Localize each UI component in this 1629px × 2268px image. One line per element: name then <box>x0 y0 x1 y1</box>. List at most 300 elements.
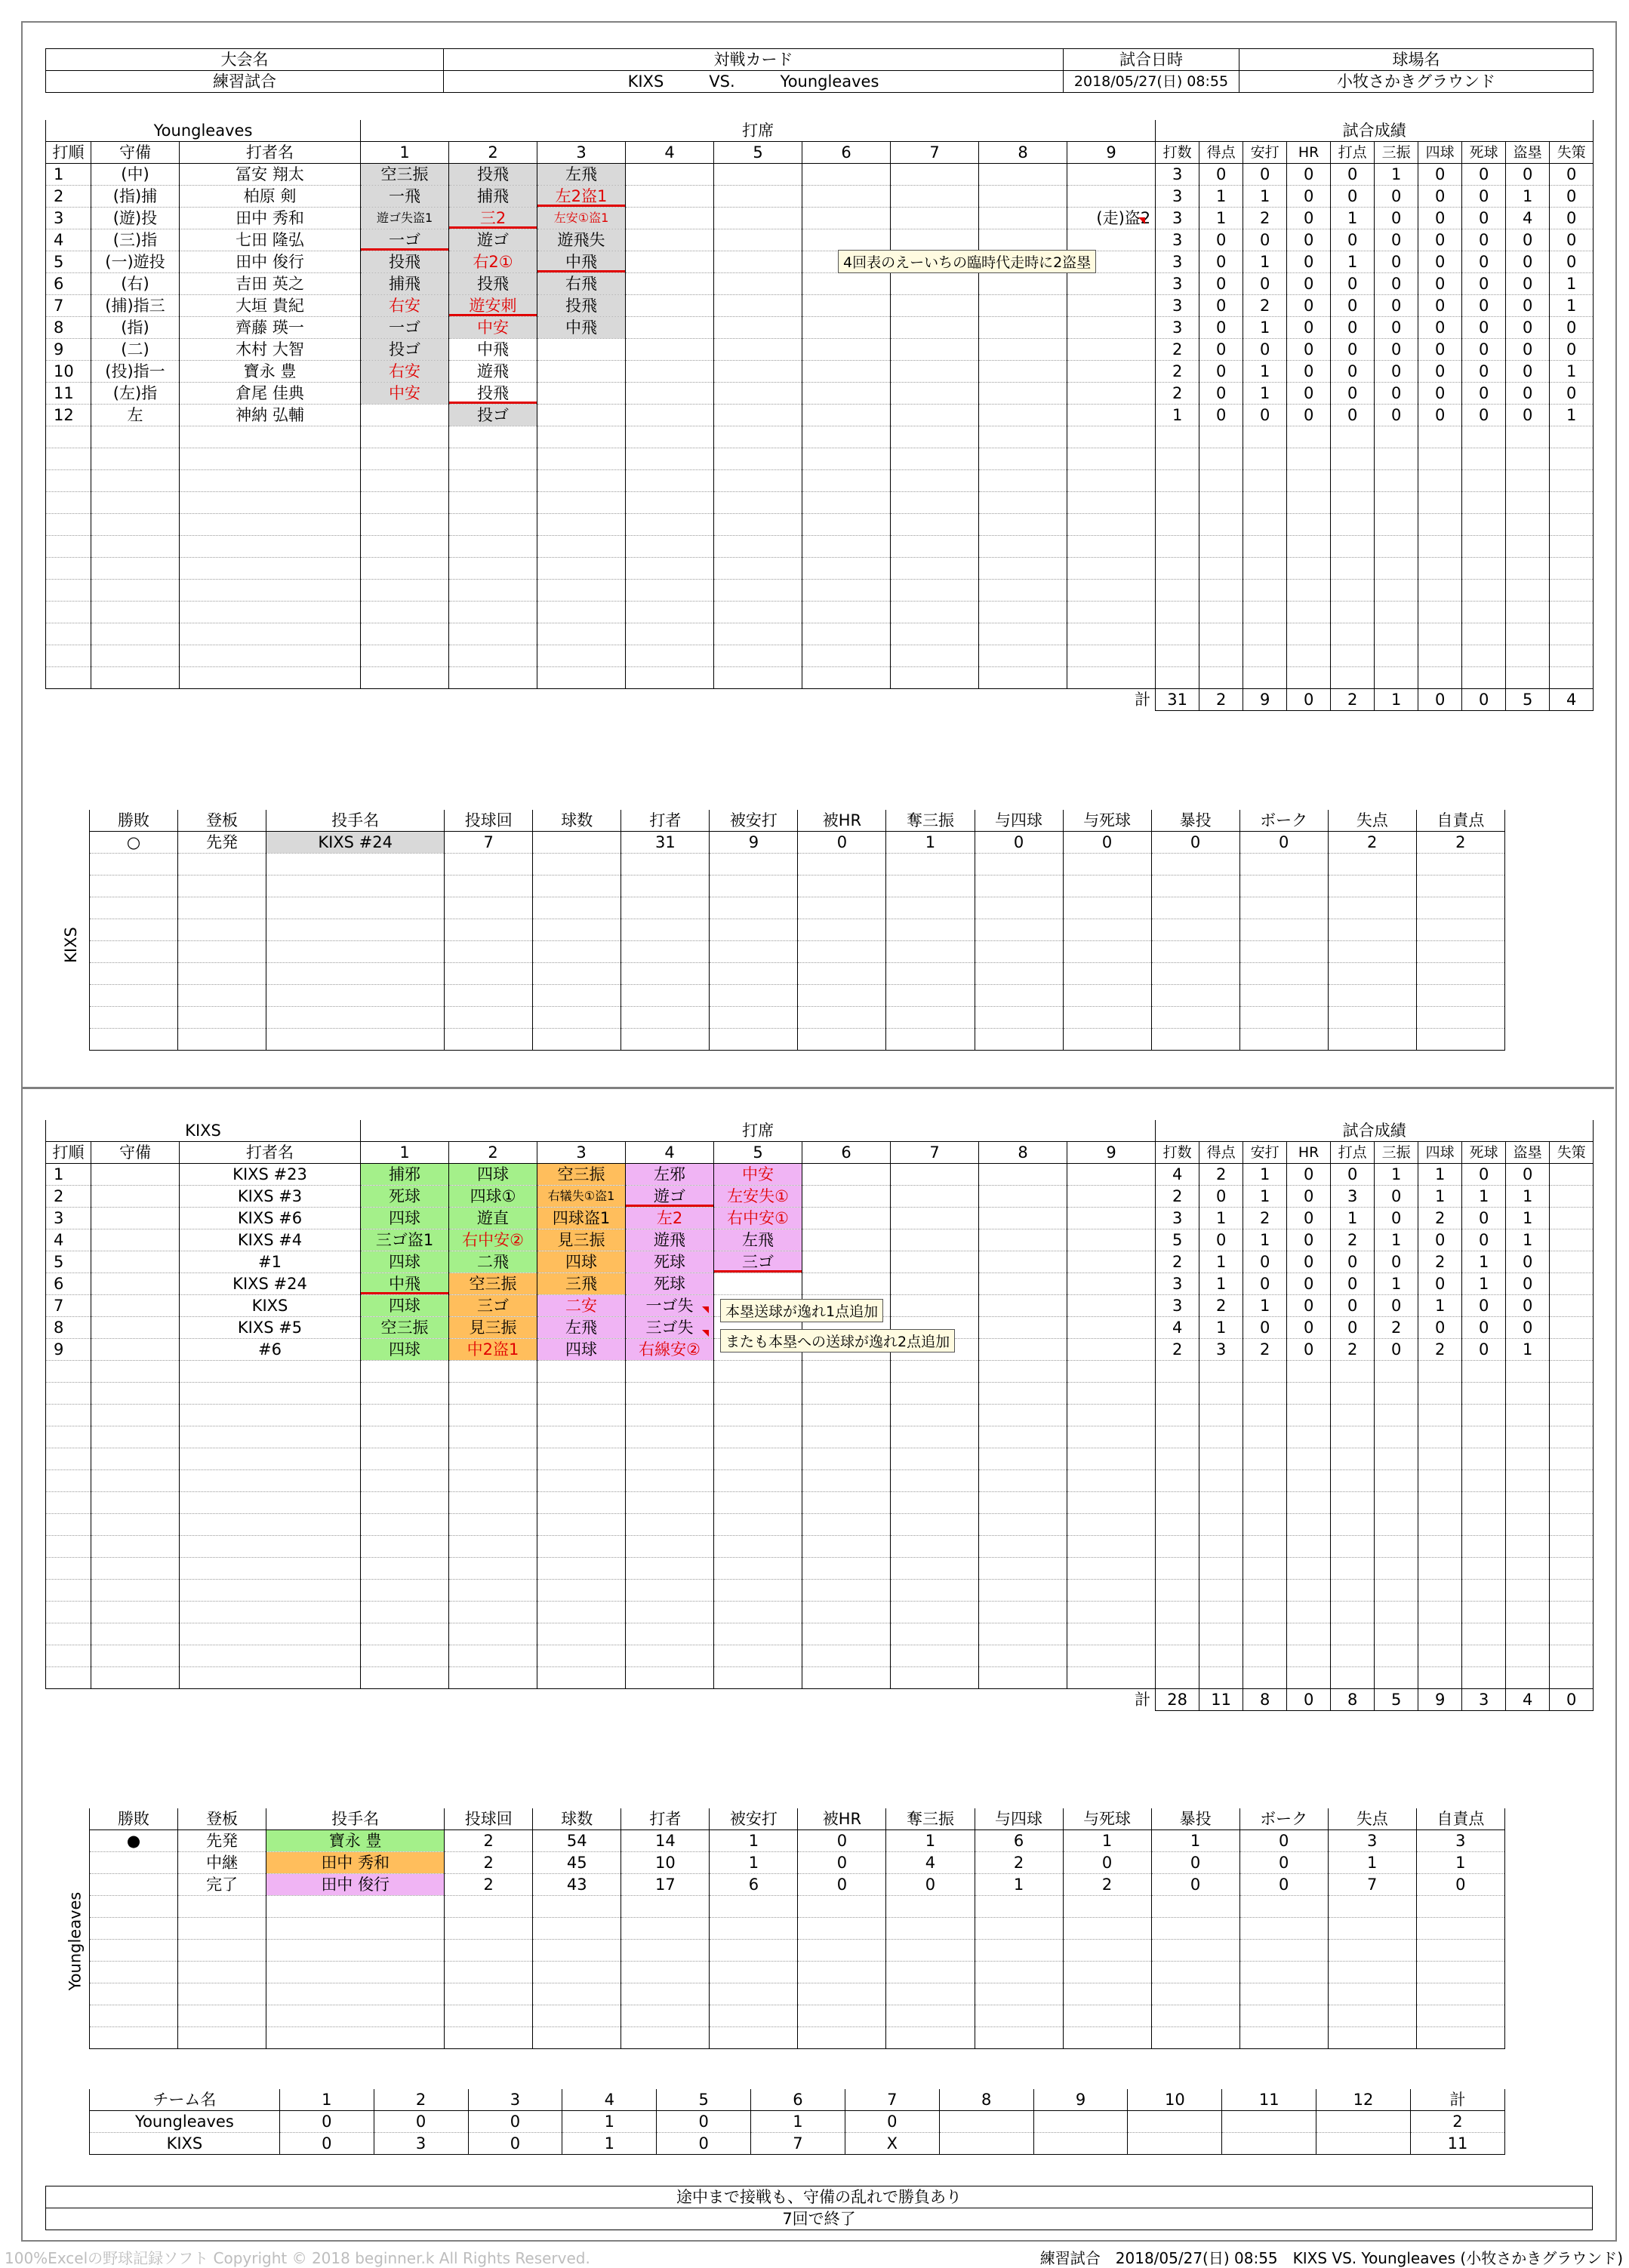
empty-cell <box>891 1645 979 1667</box>
empty-cell <box>1243 1405 1287 1426</box>
stat-value: 0 <box>1375 208 1418 229</box>
empty-cell <box>91 1580 180 1602</box>
empty-cell <box>1331 1623 1375 1645</box>
at-bat-result: 遊ゴ失盗1 <box>361 208 449 229</box>
empty-cell <box>180 448 361 470</box>
empty-cell <box>1416 1007 1504 1029</box>
linescore-header: 6 <box>751 2089 845 2111</box>
empty-cell <box>266 1896 445 1918</box>
empty-cell <box>714 1448 802 1470</box>
empty-cell <box>1151 1896 1239 1918</box>
at-bat-result: 左安①盗1 <box>537 208 626 229</box>
at-bat-result <box>979 295 1067 317</box>
empty-cell <box>1199 514 1243 536</box>
table-row <box>90 2027 1505 2049</box>
pitching-value: 完了 <box>178 1874 266 1896</box>
empty-cell <box>1550 448 1594 470</box>
batter-name: 木村 大智 <box>180 339 361 361</box>
empty-cell <box>1416 1896 1504 1918</box>
empty-cell <box>266 854 445 876</box>
empty-cell <box>710 985 798 1007</box>
stat-value <box>1550 1317 1594 1339</box>
empty-cell <box>445 963 533 985</box>
empty-cell <box>714 1361 802 1383</box>
empty-cell <box>1416 2005 1504 2027</box>
empty-cell <box>46 1426 91 1448</box>
stat-value: 0 <box>1418 186 1462 208</box>
empty-cell <box>714 1623 802 1645</box>
empty-cell <box>180 623 361 645</box>
at-bat-result <box>1067 1208 1156 1229</box>
stat-value: 0 <box>1418 208 1462 229</box>
empty-cell <box>1199 1383 1243 1405</box>
pitching-header: 失点 <box>1328 810 1416 832</box>
empty-cell <box>1287 536 1331 558</box>
empty-cell <box>1151 897 1239 919</box>
stat-value: 1 <box>1243 383 1287 405</box>
at-bat-result: 三ゴ <box>714 1251 802 1273</box>
empty-cell <box>891 580 979 602</box>
batter-name: 七田 隆弘 <box>180 229 361 251</box>
empty-cell <box>979 580 1067 602</box>
stat-value: 0 <box>1331 164 1375 186</box>
stat-value: 1 <box>1506 1339 1550 1361</box>
stat-value: 0 <box>1550 383 1594 405</box>
empty-cell <box>1328 985 1416 1007</box>
at-bat-result: 死球 <box>626 1251 714 1273</box>
empty-cell <box>1156 623 1199 645</box>
stat-value: 1 <box>1199 1208 1243 1229</box>
pitching-value: 10 <box>621 1852 710 1874</box>
at-bat-result: 中飛 <box>537 251 626 273</box>
empty-cell <box>361 1361 449 1383</box>
pitching-value: 4 <box>886 1852 975 1874</box>
empty-cell <box>445 1918 533 1940</box>
inning-score <box>1316 2133 1411 2155</box>
empty-cell <box>533 1962 621 1983</box>
empty-cell <box>445 1007 533 1029</box>
pitching-value: 1 <box>710 1830 798 1852</box>
empty-cell <box>1287 558 1331 580</box>
at-bat-result <box>1067 361 1156 383</box>
stat-value: 0 <box>1418 1273 1462 1295</box>
empty-cell <box>802 536 891 558</box>
table-row <box>46 1558 1594 1580</box>
datetime-value: 2018/05/27(日) 08:55 <box>1064 71 1239 93</box>
empty-cell <box>1550 580 1594 602</box>
linescore-table <box>89 2089 1505 2155</box>
at-bat-result <box>979 361 1067 383</box>
empty-cell <box>979 558 1067 580</box>
position <box>91 1295 180 1317</box>
at-bat-result <box>1067 1339 1156 1361</box>
empty-cell <box>714 1514 802 1536</box>
stat-value: 0 <box>1375 1186 1418 1208</box>
empty-cell <box>1550 1405 1594 1426</box>
empty-cell <box>361 1558 449 1580</box>
empty-cell <box>361 1405 449 1426</box>
empty-cell <box>533 876 621 897</box>
table-row <box>46 273 1594 295</box>
empty-cell <box>46 1383 91 1405</box>
empty-cell <box>537 1405 626 1426</box>
empty-cell <box>886 854 975 876</box>
empty-cell <box>1328 2027 1416 2049</box>
empty-cell <box>537 580 626 602</box>
empty-cell <box>180 1383 361 1405</box>
stat-header: 打点 <box>1331 1142 1375 1164</box>
empty-cell <box>537 667 626 689</box>
empty-cell <box>710 963 798 985</box>
inning-header: 4 <box>626 1142 714 1164</box>
empty-cell <box>91 1667 180 1689</box>
at-bat-result <box>714 361 802 383</box>
stat-value: 0 <box>1287 186 1331 208</box>
empty-cell <box>626 645 714 667</box>
at-bat-result <box>979 1164 1067 1186</box>
stat-value: 0 <box>1243 339 1287 361</box>
empty-cell <box>1418 1536 1462 1558</box>
batter-name: 寶永 豊 <box>180 361 361 383</box>
empty-cell <box>1067 558 1156 580</box>
empty-cell <box>1506 1580 1550 1602</box>
stat-value: 1 <box>1375 1164 1418 1186</box>
empty-cell <box>1287 602 1331 623</box>
total-value: 2 <box>1331 689 1375 711</box>
empty-cell <box>1287 1558 1331 1580</box>
team-a: KIXS <box>627 72 664 91</box>
at-bat-result: 四球① <box>449 1186 537 1208</box>
inning-header: 1 <box>361 1142 449 1164</box>
empty-cell <box>361 1667 449 1689</box>
empty-cell <box>178 1983 266 2005</box>
empty-cell <box>1199 1602 1243 1623</box>
at-bat-result <box>802 405 891 426</box>
empty-cell <box>1331 1602 1375 1623</box>
at-bat-result <box>626 186 714 208</box>
empty-cell <box>1375 558 1418 580</box>
empty-cell <box>1199 1361 1243 1383</box>
pitching-value: 中継 <box>178 1852 266 1874</box>
empty-cell <box>361 1623 449 1645</box>
empty-cell <box>1243 1667 1287 1689</box>
top-batting-table <box>45 120 1594 711</box>
empty-cell <box>361 580 449 602</box>
empty-cell <box>1462 1426 1506 1448</box>
empty-cell <box>626 1383 714 1405</box>
position <box>91 1251 180 1273</box>
empty-cell <box>361 1383 449 1405</box>
empty-cell <box>886 1940 975 1962</box>
at-bat-result: 右中安② <box>449 1229 537 1251</box>
stat-value <box>1550 1295 1594 1317</box>
at-bat-result <box>802 164 891 186</box>
linescore-header: 3 <box>468 2089 562 2111</box>
empty-cell <box>91 1426 180 1448</box>
empty-cell <box>710 2005 798 2027</box>
empty-cell <box>533 2027 621 2049</box>
stat-value: 1 <box>1462 1273 1506 1295</box>
empty-cell <box>1151 941 1239 963</box>
empty-cell <box>1239 1983 1328 2005</box>
pitching-header: 勝敗 <box>90 810 178 832</box>
empty-cell <box>1063 876 1151 897</box>
pitching-value: 54 <box>533 1830 621 1852</box>
stat-header: 三振 <box>1375 1142 1418 1164</box>
empty-cell <box>1462 580 1506 602</box>
table-row <box>46 383 1594 405</box>
at-bat-result: 見三振 <box>537 1229 626 1251</box>
empty-cell <box>802 645 891 667</box>
total-value: 0 <box>1462 689 1506 711</box>
at-bat-result: 捕邪 <box>361 1164 449 1186</box>
empty-cell <box>891 645 979 667</box>
empty-cell <box>1151 2005 1239 2027</box>
batter-header: 打者名 <box>180 1142 361 1164</box>
empty-cell <box>975 1007 1063 1029</box>
empty-cell <box>91 536 180 558</box>
table-row <box>90 2111 1505 2133</box>
stat-value: 0 <box>1462 186 1506 208</box>
empty-cell <box>1067 1558 1156 1580</box>
at-bat-result <box>979 164 1067 186</box>
table-row <box>46 1536 1594 1558</box>
empty-cell <box>1287 1492 1331 1514</box>
inning-header: 9 <box>1067 142 1156 164</box>
stat-value: 3 <box>1156 295 1199 317</box>
empty-cell <box>626 1667 714 1689</box>
empty-cell <box>710 1007 798 1029</box>
empty-cell <box>178 1029 266 1051</box>
empty-cell <box>1418 448 1462 470</box>
stat-value: 0 <box>1199 164 1243 186</box>
empty-cell <box>266 941 445 963</box>
stat-value: 2 <box>1243 1208 1287 1229</box>
empty-cell <box>1375 1405 1418 1426</box>
empty-cell <box>1287 492 1331 514</box>
batting-order: 5 <box>46 251 91 273</box>
empty-cell <box>1239 1896 1328 1918</box>
inning-score: 11 <box>1410 2133 1504 2155</box>
empty-cell <box>90 1896 178 1918</box>
at-bat-result: 投飛 <box>361 251 449 273</box>
pitching-value: 2 <box>1328 832 1416 854</box>
empty-cell <box>1063 2005 1151 2027</box>
at-bat-result <box>1067 405 1156 426</box>
table-row <box>46 1602 1594 1623</box>
stat-value: 0 <box>1287 1186 1331 1208</box>
inning-score: 7 <box>751 2133 845 2155</box>
empty-cell <box>1199 1580 1243 1602</box>
stat-value: 0 <box>1375 339 1418 361</box>
empty-cell <box>710 1896 798 1918</box>
at-bat-result <box>1067 339 1156 361</box>
at-bat-result <box>979 229 1067 251</box>
at-bat-result <box>979 1295 1067 1317</box>
empty-cell <box>1067 492 1156 514</box>
empty-cell <box>1331 1558 1375 1580</box>
empty-cell <box>91 426 180 448</box>
empty-cell <box>710 854 798 876</box>
empty-cell <box>975 1962 1063 1983</box>
game-info-table <box>45 48 1594 93</box>
empty-cell <box>1550 623 1594 645</box>
stat-value: 1 <box>1243 251 1287 273</box>
empty-cell <box>46 1514 91 1536</box>
at-bat-result: 中安 <box>449 317 537 339</box>
empty-cell <box>1550 1383 1594 1405</box>
table-row <box>46 426 1594 448</box>
at-bat-result <box>891 273 979 295</box>
pitching-header: ボーク <box>1239 810 1328 832</box>
at-bat-result: 捕飛 <box>361 273 449 295</box>
pitcher-name: 寶永 豊 <box>266 1830 445 1852</box>
empty-cell <box>979 1470 1067 1492</box>
stat-value <box>1550 1229 1594 1251</box>
stat-value: 0 <box>1243 229 1287 251</box>
pitching-value: 31 <box>621 832 710 854</box>
at-bat-result: 死球 <box>626 1273 714 1295</box>
empty-cell <box>1331 623 1375 645</box>
total-value: 0 <box>1550 1689 1594 1711</box>
empty-cell <box>979 1448 1067 1470</box>
empty-cell <box>975 1918 1063 1940</box>
inning-header: 2 <box>449 142 537 164</box>
stat-value: 0 <box>1462 383 1506 405</box>
order-header: 打順 <box>46 1142 91 1164</box>
empty-cell <box>1550 1492 1594 1514</box>
stat-header: 三振 <box>1375 142 1418 164</box>
empty-cell <box>91 470 180 492</box>
empty-cell <box>1328 963 1416 985</box>
stat-value: 0 <box>1375 361 1418 383</box>
empty-cell <box>979 1492 1067 1514</box>
empty-cell <box>266 897 445 919</box>
empty-cell <box>178 1896 266 1918</box>
stat-value: 0 <box>1199 1229 1243 1251</box>
empty-cell <box>180 1602 361 1623</box>
empty-cell <box>90 1940 178 1962</box>
stat-value: 0 <box>1331 1251 1375 1273</box>
at-bat-result <box>891 164 979 186</box>
table-row <box>90 1983 1505 2005</box>
empty-cell <box>1199 470 1243 492</box>
pitching-value: 14 <box>621 1830 710 1852</box>
stat-value <box>1550 1186 1594 1208</box>
empty-cell <box>90 897 178 919</box>
at-bat-result: 左2 <box>626 1208 714 1229</box>
empty-cell <box>91 667 180 689</box>
at-bat-result: 投ゴ <box>361 339 449 361</box>
empty-cell <box>1375 623 1418 645</box>
empty-cell <box>621 876 710 897</box>
stat-header: 得点 <box>1199 142 1243 164</box>
empty-cell <box>449 514 537 536</box>
stat-value <box>1550 1251 1594 1273</box>
pitching-value: 0 <box>1239 1874 1328 1896</box>
empty-cell <box>1418 1623 1462 1645</box>
stat-value: 0 <box>1418 383 1462 405</box>
empty-cell <box>1331 1426 1375 1448</box>
empty-cell <box>1156 1426 1199 1448</box>
at-bat-result <box>1067 317 1156 339</box>
empty-cell <box>46 1361 91 1383</box>
results-header: 試合成績 <box>1156 120 1594 142</box>
empty-cell <box>533 941 621 963</box>
stat-value: 0 <box>1199 383 1243 405</box>
empty-cell <box>1199 1667 1243 1689</box>
empty-cell <box>178 1007 266 1029</box>
empty-cell <box>1156 1383 1199 1405</box>
pitching-value: 1 <box>1328 1852 1416 1874</box>
stat-value: 0 <box>1331 1317 1375 1339</box>
empty-cell <box>1331 448 1375 470</box>
empty-cell <box>891 602 979 623</box>
empty-cell <box>1416 854 1504 876</box>
empty-cell <box>1375 1623 1418 1645</box>
empty-cell <box>445 1983 533 2005</box>
empty-cell <box>1063 1896 1151 1918</box>
at-bat-result <box>1067 164 1156 186</box>
at-bat-result <box>891 383 979 405</box>
copyright-footer: 100%Excelの野球記録ソフト Copyright © 2018 beginner.k All Rights Reserved. <box>5 2249 590 2267</box>
stat-value: 1 <box>1243 1295 1287 1317</box>
empty-cell <box>1418 1558 1462 1580</box>
empty-cell <box>46 470 91 492</box>
stat-value: 0 <box>1506 229 1550 251</box>
at-bat-result: 中飛 <box>361 1273 449 1295</box>
pitching-value: 9 <box>710 832 798 854</box>
empty-cell <box>449 1448 537 1470</box>
stat-value: 1 <box>1418 1295 1462 1317</box>
pitching-header: 奪三振 <box>886 1808 975 1830</box>
empty-cell <box>626 1426 714 1448</box>
empty-cell <box>1243 1514 1287 1536</box>
position: (指)捕 <box>91 186 180 208</box>
empty-cell <box>798 963 886 985</box>
table-row <box>46 1383 1594 1405</box>
at-bat-result <box>714 208 802 229</box>
linescore-header: 8 <box>939 2089 1033 2111</box>
position: (三)指 <box>91 229 180 251</box>
empty-cell <box>445 1962 533 1983</box>
at-bat-result <box>537 383 626 405</box>
empty-cell <box>1418 1580 1462 1602</box>
empty-cell <box>1243 1580 1287 1602</box>
empty-cell <box>1462 1645 1506 1667</box>
empty-cell <box>445 854 533 876</box>
table-row <box>46 164 1594 186</box>
table-row <box>46 492 1594 514</box>
empty-cell <box>1462 1623 1506 1645</box>
empty-cell <box>891 1448 979 1470</box>
empty-cell <box>1375 514 1418 536</box>
empty-cell <box>180 1361 361 1383</box>
at-bat-result <box>802 1164 891 1186</box>
batting-order: 1 <box>46 164 91 186</box>
stat-value <box>1550 1339 1594 1361</box>
empty-cell <box>445 897 533 919</box>
position: (投)指一 <box>91 361 180 383</box>
inning-score <box>1033 2111 1128 2133</box>
stat-value: 0 <box>1287 1208 1331 1229</box>
at-bat-result <box>1067 1229 1156 1251</box>
inning-score <box>1316 2111 1411 2133</box>
stat-value: 0 <box>1375 1339 1418 1361</box>
empty-cell <box>626 1470 714 1492</box>
inning-header: 7 <box>891 1142 979 1164</box>
empty-cell <box>361 514 449 536</box>
